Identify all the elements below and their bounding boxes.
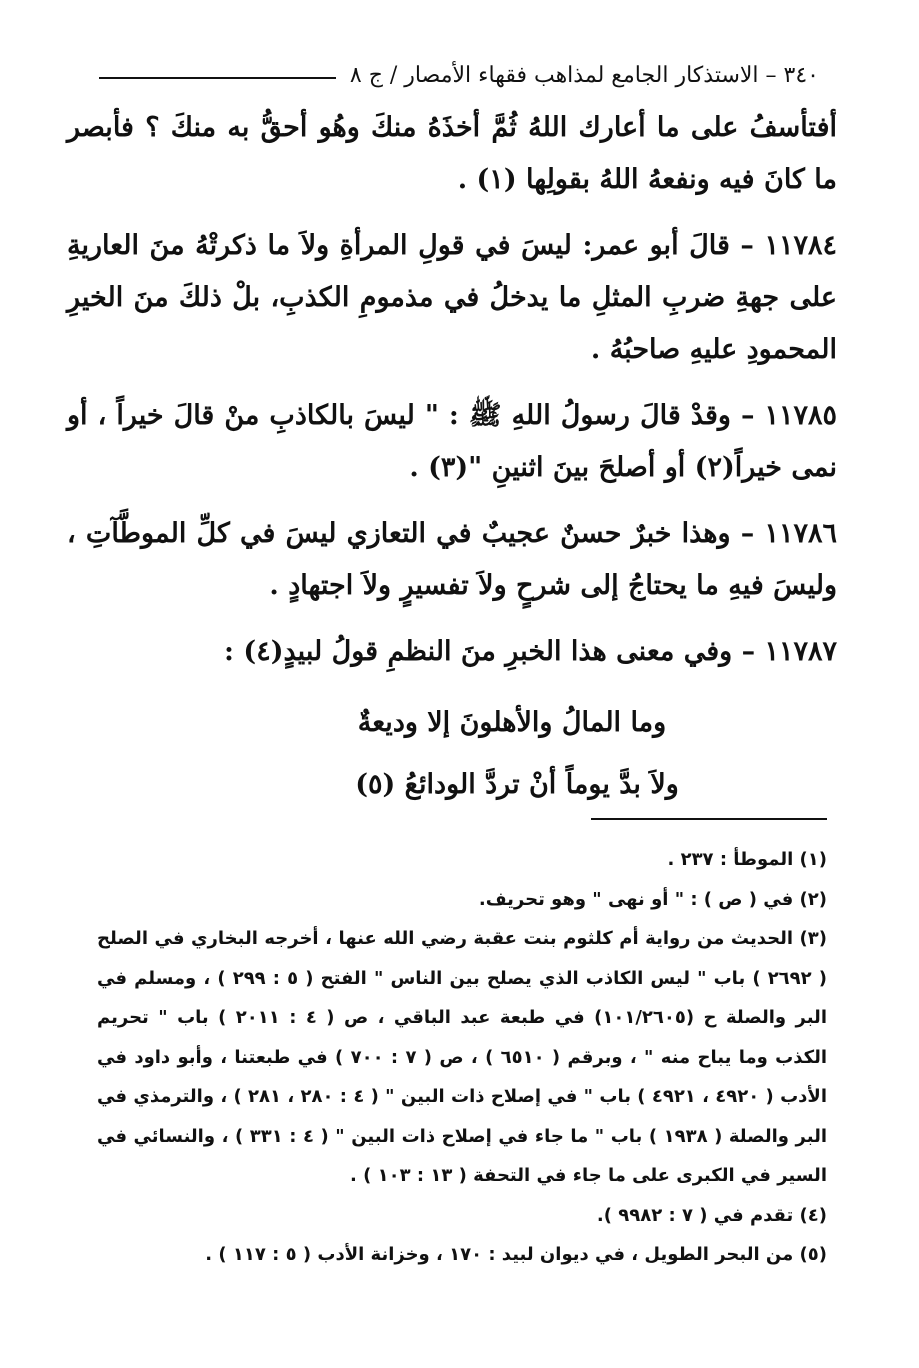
- footnote-4: (٤) تقدم في ( ٧ : ٩٩٨٢ ).: [596, 1204, 827, 1226]
- paragraph-11784: [67, 220, 837, 376]
- paragraph-number: ١١٧٨٤ – قالَ أبو عمر:: [582, 230, 837, 261]
- paragraph-text: وقدْ قالَ رسولُ اللهِ ﷺ : " ليسَ بالكاذبِ منْ قالَ خيراً ، أو نمى خيراً(٢) أو أصلحَ بينَ اثنينِ "(٣) .: [67, 400, 837, 483]
- header-title: ٣٤٠ – الاستذكار الجامع لمذاهب فقهاء الأمصار / ج ٨: [349, 62, 819, 88]
- paragraph-text: أفتأسفُ على ما أعارك اللهُ ثُمَّ أخذَهُ منكَ وهُو أحقُّ به منكَ ؟ فأبصر ما كانَ فيه ونفعهُ اللهُ بقولِها (١) .: [67, 112, 837, 195]
- running-header: [99, 58, 819, 92]
- footnote-2: (٢) في ( ص ) : " أو نهى " وهو تحريف.: [478, 888, 827, 910]
- footnote-3: (٣) الحديث من رواية أم كلثوم بنت عقبة رضي الله عنها ، أخرجه البخاري في الصلح ( ٢٦٩٢ ) باب " ليس الكاذب الذي يصلح بين الناس " الفتح ( ٥ : ٢٩٩ ) ، ومسلم في البر والصلة ح (١٠١/٢٦٠٥) في طبعة عبد الباقي ، ص ( ٤ : ٢٠١١ ) باب " تحريم الكذب وما يباح منه " ، وبرقم ( ٦٥١٠ ) ، ص ( ٧ : ٧٠٠ ) في طبعتنا ، وأبو داود في الأدب ( ٤٩٢٠ ، ٤٩٢١ ) باب " في إصلاح ذات البين " ( ٤ : ٢٨٠ ، ٢٨١ ) ، والترمذي في البر والصلة ( ١٩٣٨ ) باب " ما جاء في إصلاح ذات البين " ( ٤ : ٣٣١ ) ، والنسائي في السير في الكبرى على ما جاء في التحفة ( ١٣ : ١٠٣ ) .: [97, 928, 828, 1186]
- paragraph-11785: [67, 390, 837, 494]
- paragraph-number: ١١٧٨٦ –: [740, 518, 837, 549]
- paragraph-11787: [67, 626, 837, 678]
- poem-verse-2: ولاَ بدَّ يوماً أنْ تردَّ الودائعُ (٥): [355, 769, 679, 800]
- paragraph-text: وفي معنى هذا الخبرِ منَ النظمِ قولُ لبيدٍ(٤) :: [224, 636, 733, 667]
- footnote-separator: [591, 818, 827, 820]
- paragraph-11786: [67, 508, 837, 612]
- footnote-1: (١) الموطأ : ٢٣٧ .: [667, 849, 827, 870]
- main-text: [67, 102, 837, 816]
- header-rule: [99, 77, 336, 79]
- paragraph-number: ١١٧٨٧ –: [741, 636, 837, 667]
- footnote-5: (٥) من البحر الطويل ، في ديوان لبيد : ١٧٠ ، وخزانة الأدب ( ٥ : ١١٧ ) .: [205, 1244, 827, 1265]
- paragraph-continuation: [67, 102, 837, 206]
- footnotes: [97, 840, 827, 1275]
- paragraph-text: وهذا خبرٌ حسنٌ عجيبٌ في التعازي ليسَ في كلِّ الموطَّآتِ ، وليسَ فيهِ ما يحتاجُ إلى شرحٍ ولاَ تفسيرٍ ولاَ اجتهادٍ .: [67, 518, 837, 601]
- paragraph-number: ١١٧٨٥ –: [740, 400, 838, 431]
- paragraph-text: ليسَ في قولِ المرأةِ ولاَ ما ذكرتْهُ منَ العاريةِ على جهةِ ضربِ المثلِ ما يدخلُ في مذمومِ الكذبِ، بلْ ذلكَ منَ الخيرِ المحمودِ عليهِ صاحبُهُ .: [67, 230, 837, 365]
- poem-verse-1: وما المالُ والأهلونَ إلا وديعةٌ: [357, 707, 667, 738]
